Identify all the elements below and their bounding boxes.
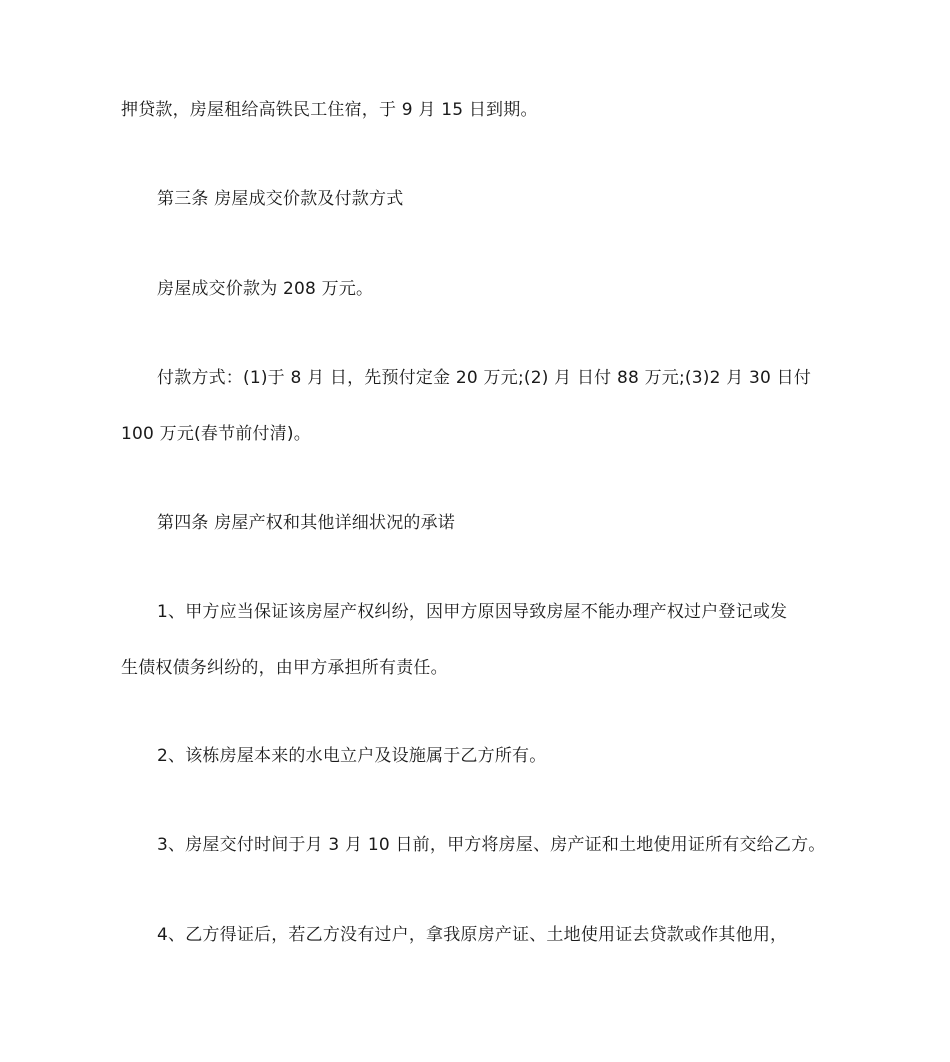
paragraph-payment-method-cont: 100 万元(春节前付清)。 xyxy=(121,424,311,444)
clause-1: 1、甲方应当保证该房屋产权纠纷，因甲方原因导致房屋不能办理产权过户登记或发 xyxy=(157,602,788,622)
paragraph-line-1: 押贷款，房屋租给高铁民工住宿，于 9 月 15 日到期。 xyxy=(121,100,538,120)
clause-2: 2、该栋房屋本来的水电立户及设施属于乙方所有。 xyxy=(157,746,547,766)
article-4-heading: 第四条 房屋产权和其他详细状况的承诺 xyxy=(157,513,456,533)
clause-1-cont: 生债权债务纠纷的，由甲方承担所有责任。 xyxy=(121,658,448,678)
paragraph-price: 房屋成交价款为 208 万元。 xyxy=(157,279,374,299)
paragraph-payment-method: 付款方式：(1)于 8 月 日，先预付定金 20 万元;(2) 月 日付 88 万元;(3)2 月 30 日付 xyxy=(157,368,812,388)
article-3-heading: 第三条 房屋成交价款及付款方式 xyxy=(157,189,404,209)
clause-3: 3、房屋交付时间于月 3 月 10 日前，甲方将房屋、房产证和土地使用证所有交给乙方。 xyxy=(157,835,826,855)
clause-4: 4、乙方得证后，若乙方没有过户，拿我原房产证、土地使用证去贷款或作其他用， xyxy=(157,925,788,945)
